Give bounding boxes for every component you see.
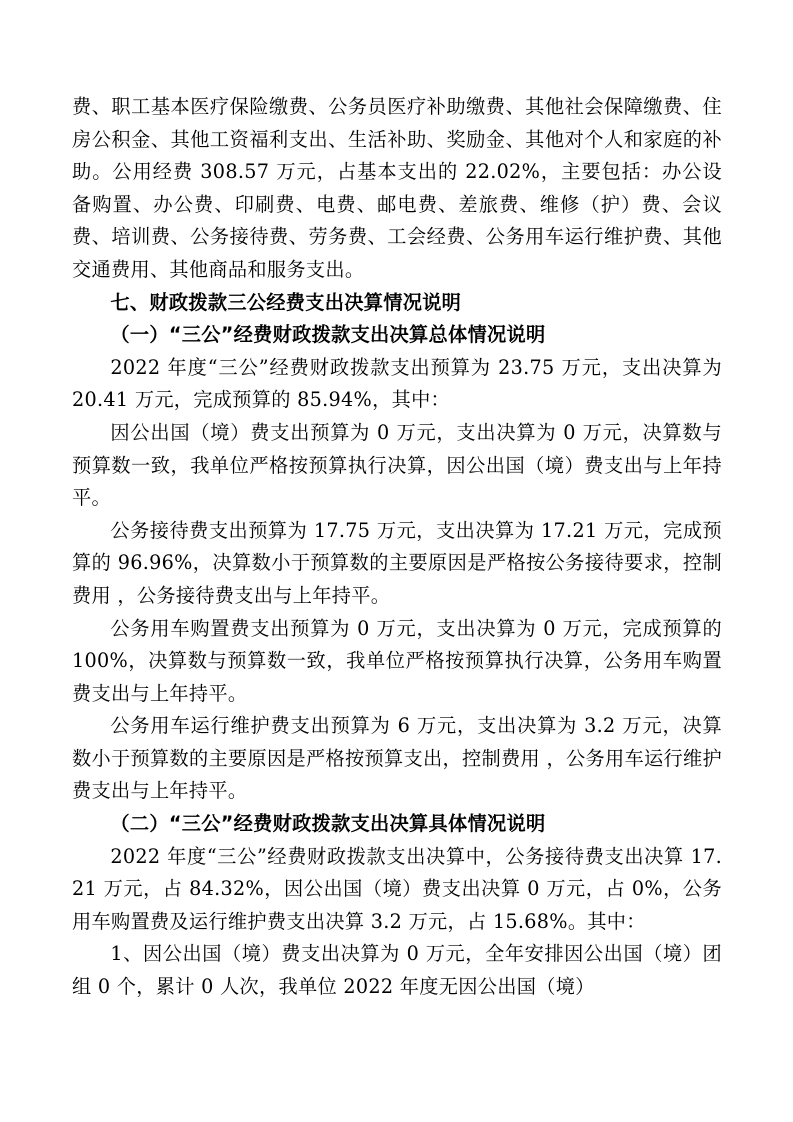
body-paragraph-reception: 公务接待费支出预算为 17.75 万元，支出决算为 17.21 万元，完成预算的 96.96%，决算数小于预算数的主要原因是严格按公务接待要求，控制费用 ，公务接待费支出与上年持平。 bbox=[72, 518, 722, 607]
body-paragraph-continued: 费、职工基本医疗保险缴费、公务员医疗补助缴费、其他社会保障缴费、住房公积金、其他工资福利支出、生活补助、奖励金、其他对个人和家庭的补助。公用经费 308.57 万元，占基本支出的 22.02%，主要包括：办公设备购置、办公费、印刷费、电费、邮电费、差旅费、维修（护）费、会议费、培训费、公务接待费、劳务费、工会经费、公务用车运行维护费、其他交通费用、其他商品和服务支出。 bbox=[72, 95, 722, 281]
document-page bbox=[72, 91, 722, 1004]
section-heading-seven: 七、财政拨款三公经费支出决算情况说明 bbox=[110, 290, 462, 314]
body-paragraph-specific: 2022 年度“三公”经费财政拨款支出决算中，公务接待费支出决算 17.21 万元，占 84.32%，因公出国（境）费支出决算 0 万元，占 0%，公务用车购置费及运行维护费支出决算 3.2 万元，占 15.68%。其中： bbox=[72, 844, 722, 933]
body-paragraph-item-one: 1、因公出国（境）费支出决算为 0 万元，全年安排因公出国（境）团组 0 个，累计 0 人次，我单位 2022 年度无因公出国（境） bbox=[72, 942, 722, 999]
body-paragraph-vehicle-maintenance: 公务用车运行维护费支出预算为 6 万元，支出决算为 3.2 万元，决算数小于预算数的主要原因是严格按预算支出，控制费用 ，公务用车运行维护费支出与上年持平。 bbox=[72, 714, 722, 803]
body-paragraph-overall: 2022 年度“三公”经费财政拨款支出预算为 23.75 万元，支出决算为 20.41 万元，完成预算的 85.94%，其中： bbox=[72, 355, 722, 412]
subsection-heading-one: （一）“三公”经费财政拨款支出决算总体情况说明 bbox=[110, 323, 546, 347]
subsection-heading-two: （二）“三公”经费财政拨款支出决算具体情况说明 bbox=[110, 812, 546, 836]
body-paragraph-vehicle-purchase: 公务用车购置费支出预算为 0 万元，支出决算为 0 万元，完成预算的 100%，决算数与预算数一致，我单位严格按预算执行决算，公务用车购置费支出与上年持平。 bbox=[72, 616, 722, 705]
body-paragraph-overseas: 因公出国（境）费支出预算为 0 万元，支出决算为 0 万元，决算数与预算数一致，我单位严格按预算执行决算，因公出国（境）费支出与上年持平。 bbox=[72, 420, 722, 510]
